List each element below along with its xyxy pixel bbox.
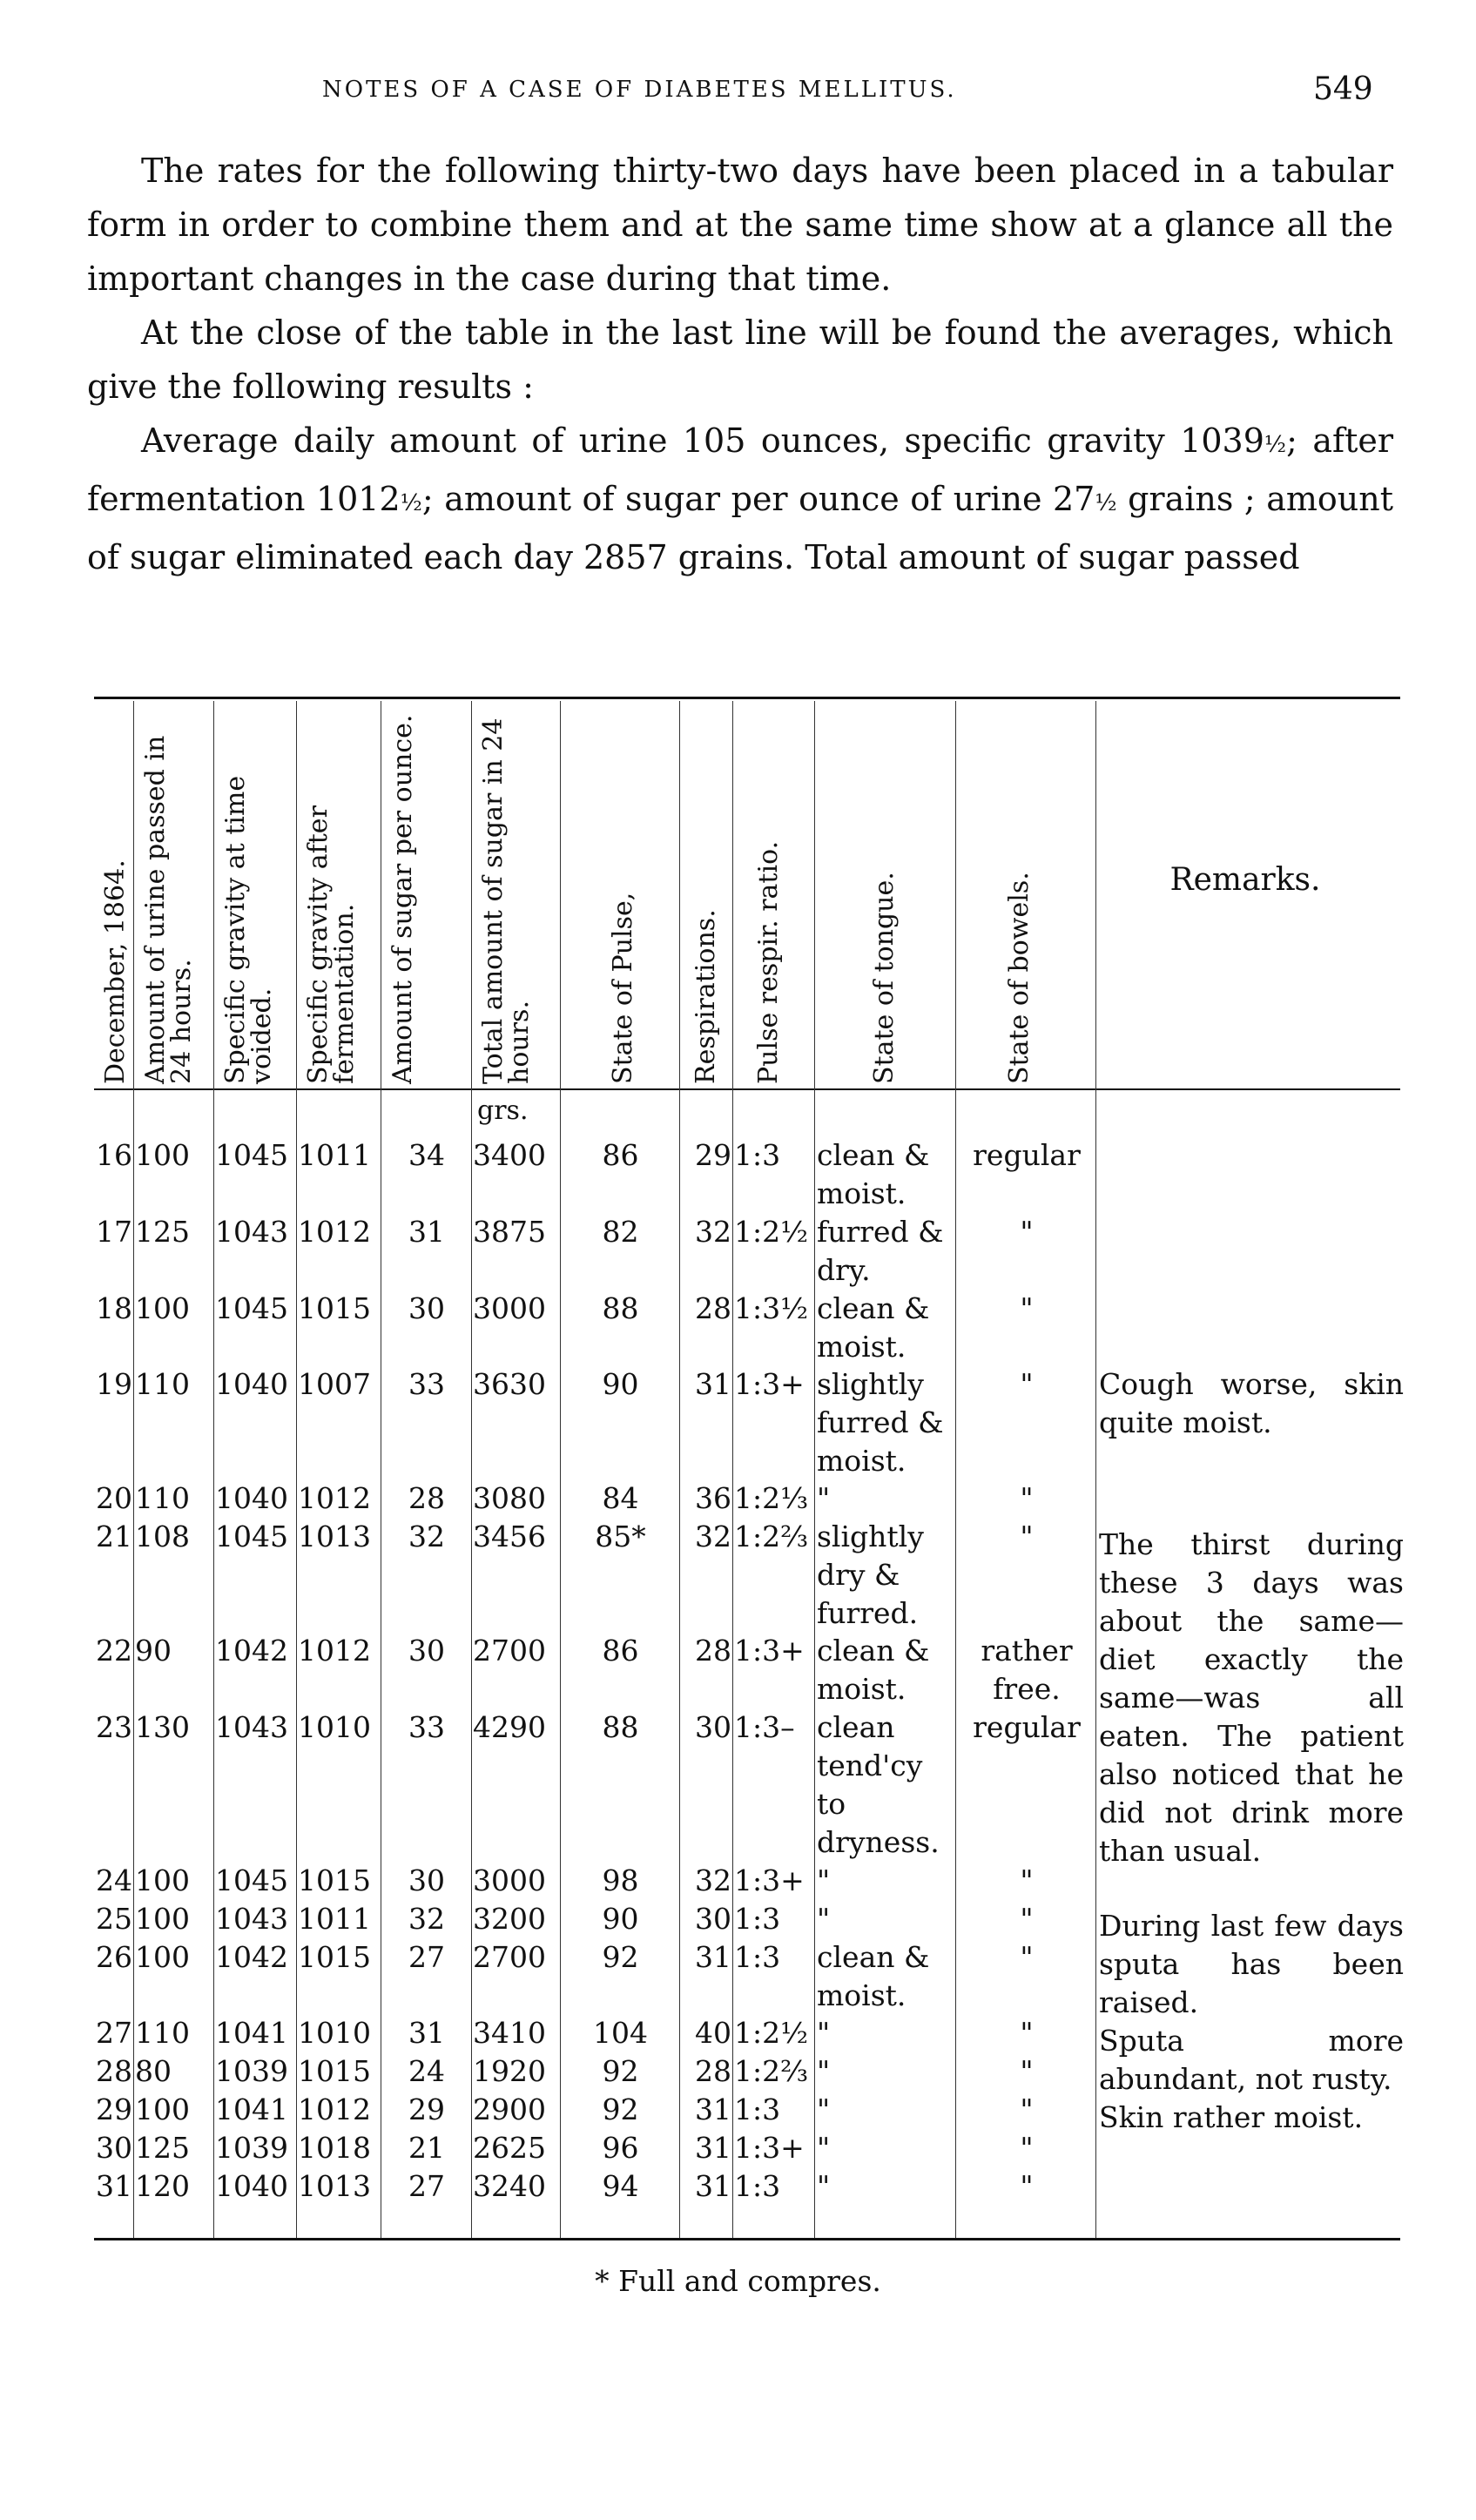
paragraph-3-part-d: grains ; amount of sugar eliminated each day 2857 grains. Total amount of sugar passed [87,480,1394,576]
table-top-rule [94,697,1400,699]
grains-unit-label: grs. [477,1095,529,1126]
cell-urine: 125 [135,1215,190,1249]
header-ratio-text: Pulse respir. ratio. [753,840,784,1084]
cell-respirations: 32 [695,1215,731,1249]
cell-sg-fermentation: 1015 [298,1291,371,1325]
cell-tongue: " [817,1902,831,1936]
column-divider [471,701,472,2238]
cell-urine: 100 [135,1902,190,1936]
cell-day: 22 [96,1634,132,1668]
cell-bowels: " [1020,1519,1034,1553]
cell-pulse-ratio: 1:3+ [734,1863,805,1897]
cell-pulse: 85* [595,1519,646,1553]
cell-sg-fermentation: 1012 [298,2092,371,2126]
running-header [0,71,1476,120]
column-divider [814,701,815,2238]
cell-respirations: 32 [695,1519,731,1553]
cell-sg-fermentation: 1015 [298,2054,371,2088]
cell-sg-fermentation: 1007 [298,1367,371,1401]
paragraph-3 [87,414,1393,584]
cell-respirations: 32 [695,1863,731,1897]
header-bowels [1001,701,1054,1084]
cell-sugar-per-ounce: 28 [408,1481,445,1515]
cell-bowels: " [1020,2131,1034,2165]
header-urine-text: Amount of urine passed in 24 hours. [140,735,197,1084]
table-bottom-rule [94,2238,1400,2240]
cell-pulse-ratio: 1:3 [734,1940,781,1974]
cell-tongue: slightly dry & furred. [817,1519,924,1630]
cell-sg-fermentation: 1018 [298,2131,371,2165]
cell-specific-gravity: 1043 [215,1215,288,1249]
cell-urine: 108 [135,1519,190,1553]
cell-bowels: " [1020,2169,1034,2203]
cell-bowels: " [1020,1481,1034,1515]
cell-specific-gravity: 1043 [215,1710,288,1744]
cell-total-sugar: 3200 [473,1902,546,1936]
header-sugar-per-ounce [385,701,468,1084]
cell-pulse-ratio: 1:3½ [734,1291,809,1325]
cell-day: 31 [96,2169,132,2203]
cell-pulse: 92 [602,2054,639,2088]
cell-bowels: " [1020,2016,1034,2050]
header-pulse-text: State of Pulse, [608,892,638,1084]
header-bowels-text: State of bowels. [1004,872,1035,1084]
cell-sugar-per-ounce: 30 [408,1634,445,1668]
cell-tongue: clean & moist. [817,1291,930,1364]
cell-pulse-ratio: 1:3+ [734,1367,805,1401]
cell-specific-gravity: 1040 [215,1481,288,1515]
cell-day: 28 [96,2054,132,2088]
fraction-half: ½ [1264,432,1287,458]
cell-sugar-per-ounce: 21 [408,2131,445,2165]
cell-pulse-ratio: 1:3+ [734,1634,805,1668]
cell-sugar-per-ounce: 27 [408,1940,445,1974]
cell-urine: 120 [135,2169,190,2203]
cell-sugar-per-ounce: 27 [408,2169,445,2203]
header-day [98,701,132,1084]
cell-total-sugar: 3456 [473,1519,546,1553]
cell-sugar-per-ounce: 31 [408,2016,445,2050]
cell-pulse: 84 [602,1481,639,1515]
cell-day: 21 [96,1519,132,1553]
cell-tongue: furred & dry. [817,1215,944,1287]
cell-pulse-ratio: 1:2⅔ [734,2054,809,2088]
cell-day: 27 [96,2016,132,2050]
cell-sugar-per-ounce: 30 [408,1863,445,1897]
cell-day: 24 [96,1863,132,1897]
cell-pulse-ratio: 1:3– [734,1710,795,1744]
cell-urine: 125 [135,2131,190,2165]
fraction-half: ½ [400,490,422,516]
paragraph-3-part-a: Average daily amount of urine 105 ounces, specific gravity 1039 [141,421,1264,460]
cell-respirations: 28 [695,2054,731,2088]
cell-specific-gravity: 1040 [215,2169,288,2203]
cell-day: 30 [96,2131,132,2165]
cell-sg-fermentation: 1010 [298,2016,371,2050]
cell-bowels: " [1020,1215,1034,1249]
cell-respirations: 30 [695,1902,731,1936]
cell-pulse: 94 [602,2169,639,2203]
cell-total-sugar: 3400 [473,1138,546,1172]
cell-bowels: " [1020,1902,1034,1936]
cell-total-sugar: 4290 [473,1710,546,1744]
cell-respirations: 28 [695,1291,731,1325]
cell-pulse-ratio: 1:3 [734,2169,781,2203]
cell-pulse-ratio: 1:2⅔ [734,1519,809,1553]
cell-pulse-ratio: 1:2½ [734,1215,809,1249]
cell-urine: 100 [135,1291,190,1325]
cell-total-sugar: 2700 [473,1634,546,1668]
cell-tongue: " [817,2169,831,2203]
cell-pulse: 92 [602,2092,639,2126]
cell-sugar-per-ounce: 24 [408,2054,445,2088]
cell-tongue: clean & moist. [817,1940,930,2012]
cell-bowels: " [1020,1940,1034,1974]
cell-total-sugar: 3240 [473,2169,546,2203]
cell-respirations: 31 [695,2092,731,2126]
cell-pulse: 86 [602,1634,639,1668]
header-sgf-text: Specific gravity after fermentation. [303,805,360,1084]
cell-urine: 100 [135,1863,190,1897]
body-text [87,144,1393,584]
header-day-text: December, 1864. [100,859,131,1084]
cell-tongue: clean & moist. [817,1634,930,1706]
cell-tongue: " [817,1481,831,1515]
cell-day: 18 [96,1291,132,1325]
column-divider [679,701,680,2238]
cell-bowels: " [1020,1291,1034,1325]
cell-total-sugar: 3410 [473,2016,546,2050]
cell-day: 29 [96,2092,132,2126]
cell-bowels: " [1020,1863,1034,1897]
cell-day: 20 [96,1481,132,1515]
header-total-text: Total amount of sugar in 24 hours. [478,718,535,1084]
header-respirations [688,701,731,1084]
remark-day-25: During last few days sputa has been raised. [1099,1909,1404,2019]
cell-sugar-per-ounce: 33 [408,1367,445,1401]
cell-specific-gravity: 1042 [215,1940,288,1974]
header-urine [138,701,212,1084]
cell-sg-fermentation: 1010 [298,1710,371,1744]
cell-sugar-per-ounce: 31 [408,1215,445,1249]
page-number: 549 [1313,71,1373,107]
cell-sg-fermentation: 1012 [298,1215,371,1249]
fraction-half: ½ [1095,490,1117,516]
header-pulse-ratio [751,701,803,1084]
cell-respirations: 31 [695,2169,731,2203]
cell-sg-fermentation: 1012 [298,1634,371,1668]
cell-respirations: 28 [695,1634,731,1668]
cell-total-sugar: 2625 [473,2131,546,2165]
cell-day: 25 [96,1902,132,1936]
cell-total-sugar: 2900 [473,2092,546,2126]
cell-total-sugar: 3000 [473,1291,546,1325]
cell-sugar-per-ounce: 32 [408,1519,445,1553]
header-pulse [605,701,657,1084]
column-divider [133,701,134,2238]
cell-total-sugar: 3080 [473,1481,546,1515]
cell-pulse: 88 [602,1291,639,1325]
header-sugar-text: Amount of sugar per ounce. [388,714,418,1084]
cell-total-sugar: 3875 [473,1215,546,1249]
cell-pulse-ratio: 1:2½ [734,2016,809,2050]
cell-specific-gravity: 1045 [215,1291,288,1325]
cell-day: 16 [96,1138,132,1172]
cell-bowels: regular [973,1710,1081,1744]
header-resp-text: Respirations. [691,909,721,1084]
cell-bowels: " [1020,2092,1034,2126]
cell-specific-gravity: 1043 [215,1902,288,1936]
cell-sg-fermentation: 1015 [298,1863,371,1897]
header-tongue-text: State of tongue. [869,872,900,1084]
cell-tongue: " [817,2016,831,2050]
cell-pulse: 90 [602,1367,639,1401]
cell-urine: 100 [135,1940,190,1974]
header-remarks: Remarks. [1169,862,1321,898]
cell-pulse-ratio: 1:3 [734,2092,781,2126]
cell-respirations: 31 [695,2131,731,2165]
header-tongue [866,701,919,1084]
header-sg-fermentation [300,701,379,1084]
table-header-rule [94,1088,1400,1090]
header-total-sugar [475,701,558,1084]
cell-pulse-ratio: 1:3 [734,1902,781,1936]
cell-respirations: 31 [695,1940,731,1974]
column-divider [213,701,214,2238]
cell-day: 26 [96,1940,132,1974]
cell-bowels: rather free. [981,1634,1073,1706]
cell-pulse: 98 [602,1863,639,1897]
cell-sugar-per-ounce: 34 [408,1138,445,1172]
cell-sg-fermentation: 1013 [298,1519,371,1553]
cell-day: 17 [96,1215,132,1249]
cell-day: 23 [96,1710,132,1744]
cell-specific-gravity: 1039 [215,2131,288,2165]
cell-bowels: " [1020,2054,1034,2088]
cell-pulse: 90 [602,1902,639,1936]
remark-day-27: Sputa more abundant, not rusty. [1099,2024,1404,2096]
remark-day-29: Skin rather moist. [1099,2100,1364,2134]
cell-respirations: 31 [695,1367,731,1401]
cell-specific-gravity: 1039 [215,2054,288,2088]
cell-bowels: " [1020,1367,1034,1401]
cell-specific-gravity: 1042 [215,1634,288,1668]
cell-total-sugar: 2700 [473,1940,546,1974]
cell-urine: 100 [135,2092,190,2126]
column-divider [732,701,733,2238]
paragraph-3-part-c: ; amount of sugar per ounce of urine 27 [421,480,1095,518]
cell-urine: 110 [135,1481,190,1515]
cell-urine: 110 [135,2016,190,2050]
cell-total-sugar: 3630 [473,1367,546,1401]
remark-day-19: Cough worse, skin quite moist. [1099,1367,1404,1439]
cell-sg-fermentation: 1011 [298,1138,371,1172]
cell-tongue: slightly furred & moist. [817,1367,944,1478]
cell-pulse: 96 [602,2131,639,2165]
column-divider [1095,701,1096,2238]
cell-pulse: 88 [602,1710,639,1744]
cell-sugar-per-ounce: 33 [408,1710,445,1744]
paragraph-1: The rates for the following thirty-two days have been placed in a tabular form in order to combine them and at the same time show at a glance all the important changes in the case during that time. [87,152,1393,298]
cell-specific-gravity: 1041 [215,2092,288,2126]
cell-total-sugar: 1920 [473,2054,546,2088]
cell-urine: 110 [135,1367,190,1401]
header-specific-gravity [218,701,294,1084]
cell-urine: 100 [135,1138,190,1172]
cell-sg-fermentation: 1012 [298,1481,371,1515]
header-sg-text: Specific gravity at time voided. [220,775,277,1084]
cell-specific-gravity: 1045 [215,1138,288,1172]
cell-pulse-ratio: 1:3+ [734,2131,805,2165]
column-divider [296,701,297,2238]
cell-tongue: clean tend'cy to dryness. [817,1710,940,1859]
cell-respirations: 36 [695,1481,731,1515]
cell-respirations: 30 [695,1710,731,1744]
cell-pulse: 92 [602,1940,639,1974]
cell-specific-gravity: 1041 [215,2016,288,2050]
cell-specific-gravity: 1045 [215,1519,288,1553]
cell-pulse: 86 [602,1138,639,1172]
cell-urine: 90 [135,1634,172,1668]
running-title: NOTES OF A CASE OF DIABETES MELLITUS. [322,77,957,103]
footnote: * Full and compres. [595,2264,881,2298]
cell-day: 19 [96,1367,132,1401]
paragraph-2: At the close of the table in the last line will be found the averages, which give the following results : [87,313,1393,406]
cell-urine: 130 [135,1710,190,1744]
cell-pulse: 82 [602,1215,639,1249]
cell-tongue: " [817,2092,831,2126]
cell-sg-fermentation: 1015 [298,1940,371,1974]
cell-urine: 80 [135,2054,172,2088]
remark-day-21: The thirst during these 3 days was about the same—diet exactly the same—was all eaten. The patient also noticed that he did not drink more than usual. [1099,1527,1404,1868]
cell-tongue: clean & moist. [817,1138,930,1210]
cell-tongue: " [817,2054,831,2088]
cell-pulse: 104 [593,2016,648,2050]
cell-total-sugar: 3000 [473,1863,546,1897]
cell-respirations: 29 [695,1138,731,1172]
cell-pulse-ratio: 1:2⅓ [734,1481,809,1515]
cell-sg-fermentation: 1013 [298,2169,371,2203]
cell-specific-gravity: 1045 [215,1863,288,1897]
cell-sugar-per-ounce: 30 [408,1291,445,1325]
cell-tongue: " [817,2131,831,2165]
cell-pulse-ratio: 1:3 [734,1138,781,1172]
cell-sugar-per-ounce: 29 [408,2092,445,2126]
paragraph-3-part-b: ; after fermentation 1012 [87,421,1393,518]
cell-specific-gravity: 1040 [215,1367,288,1401]
cell-sugar-per-ounce: 32 [408,1902,445,1936]
cell-sg-fermentation: 1011 [298,1902,371,1936]
column-divider [560,701,561,2238]
cell-bowels: regular [973,1138,1081,1172]
cell-tongue: " [817,1863,831,1897]
cell-respirations: 40 [695,2016,731,2050]
